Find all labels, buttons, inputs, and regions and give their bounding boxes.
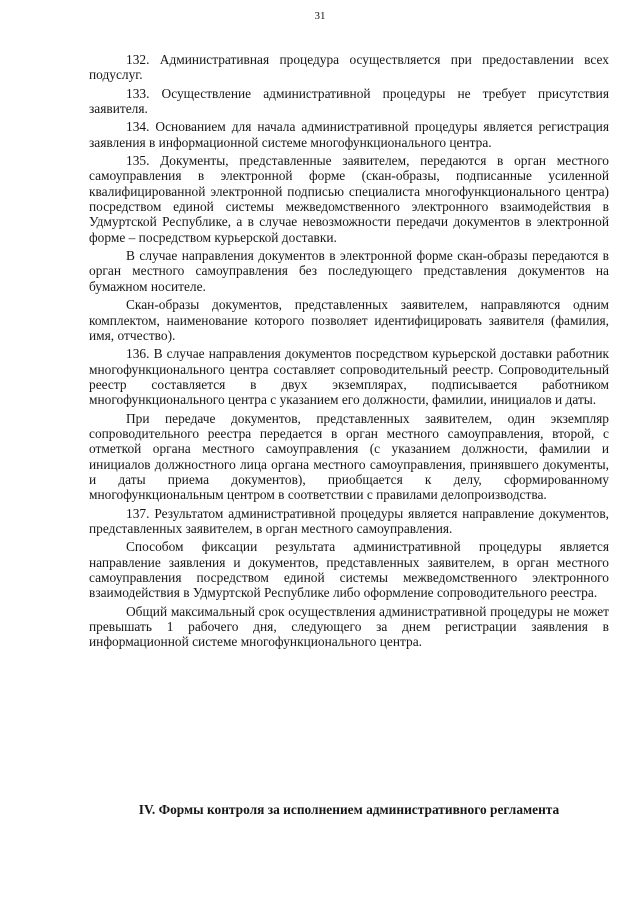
paragraph-134: 134. Основанием для начала административной процедуры является регистрация заявления в информационной системе многофункционального центра. bbox=[89, 119, 609, 150]
paragraph-135: 135. Документы, представленные заявителем, передаются в орган местного самоуправления в электронной форме (скан-образы, подписанные усиленной квалифицированной электронной подписью специалиста многофункционального центра) посредством единой системы межведомственного электронного взаимодействия в Удмуртской Республике, а в случае невозможности передачи документов в электронной форме – посредством курьерской доставки. bbox=[89, 153, 609, 245]
page-number: 31 bbox=[314, 10, 326, 22]
paragraph-136-transfer: При передаче документов, представленных заявителем, один экземпляр сопроводительного реестра передается в орган местного самоуправления, второй, с отметкой органа местного самоуправления (с указанием должности, фамилии и инициалов должностного лица органа местного самоуправления, принявшего документы, и даты приема документов), приобщается к делу, сформированному многофункциональным центром в соответствии с правилами делопроизводства. bbox=[89, 410, 609, 503]
paragraph-137: 137. Результатом административной процедуры является направление документов, представленных заявителем, в орган местного самоуправления. bbox=[89, 505, 609, 536]
paragraph-137-deadline: Общий максимальный срок осуществления административной процедуры не может превышать 1 рабочего дня, следующего за днем регистрации заявления в информационной системе многофункционального центра. bbox=[89, 603, 609, 650]
paragraph-133: 133. Осуществление административной процедуры не требует присутствия заявителя. bbox=[89, 85, 609, 117]
paragraph-135-electronic: В случае направления документов в электронной форме скан-образы передаются в орган местного самоуправления без последующего представления документов на бумажном носителе. bbox=[89, 248, 609, 294]
paragraph-135-scans: Скан-образы документов, представленных заявителем, направляются одним комплектом, наименование которого позволяет идентифицировать заявителя (фамилия, имя, отчество). bbox=[89, 297, 609, 343]
paragraph-132: 132. Административная процедура осуществляется при предоставлении всех подуслуг. bbox=[89, 52, 609, 83]
section-heading: IV. Формы контроля за исполнением административного регламента bbox=[138, 802, 560, 817]
paragraph-137-fixation: Способом фиксации результата административной процедуры является направление заявления и документов, представленных заявителем, в орган местного самоуправления посредством единой системы межведомственного электронного взаимодействия в Удмуртской Республике либо оформление сопроводительного реестра. bbox=[89, 539, 609, 601]
document-body bbox=[89, 52, 609, 653]
paragraph-136: 136. В случае направления документов посредством курьерской доставки работник многофункционального центра составляет сопроводительный реестр. Сопроводительный реестр составляется в двух экземплярах, подписывается работником многофункционального центра с указанием его должности, фамилии, инициалов и даты. bbox=[89, 346, 609, 408]
